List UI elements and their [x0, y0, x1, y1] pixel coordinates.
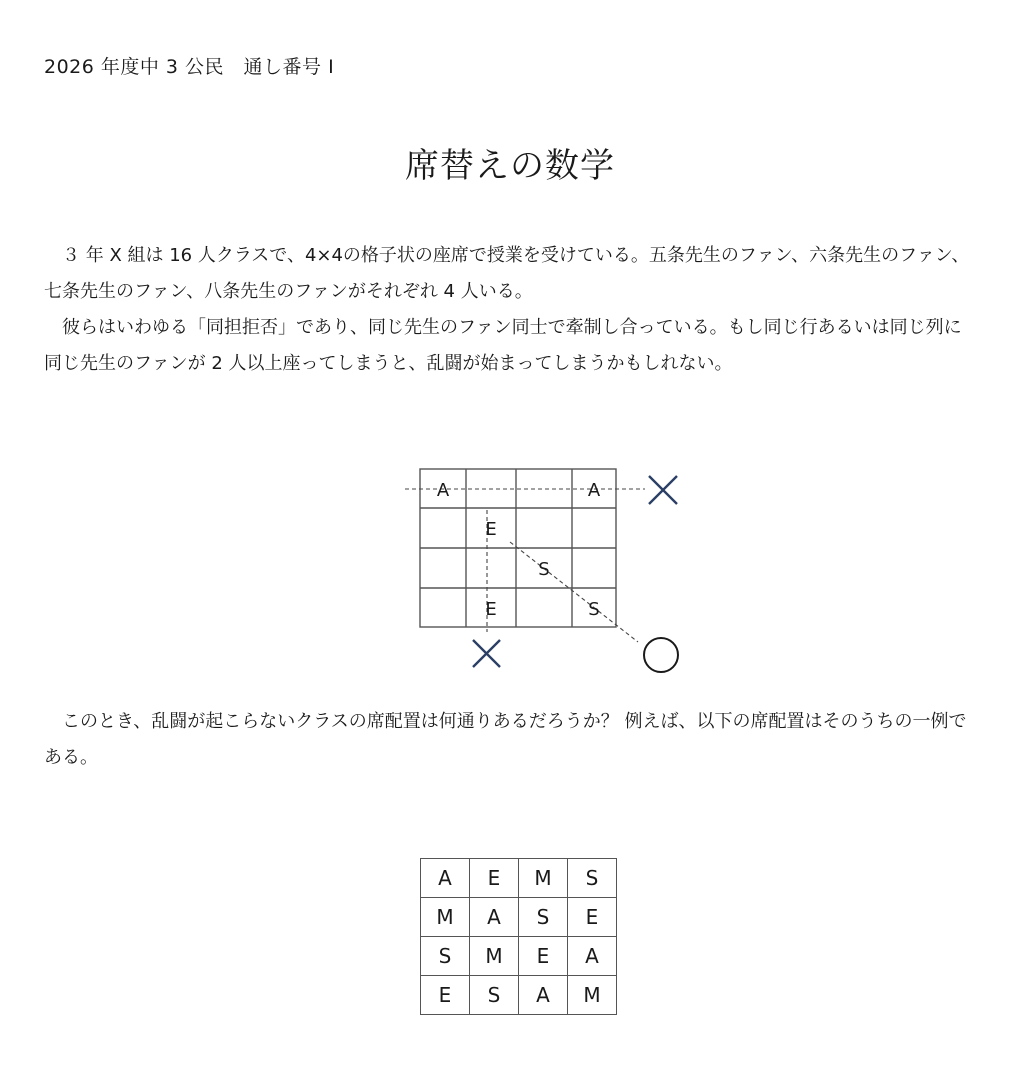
- document-header: 2026 年度中 3 公民 通し番号 I: [44, 56, 335, 78]
- diagram-cell-letter: E: [485, 599, 497, 620]
- example-cell: M: [568, 976, 617, 1015]
- example-row: [421, 859, 617, 898]
- example-cell: E: [470, 859, 519, 898]
- example-cell: E: [421, 976, 470, 1015]
- diagram-cell-letter: E: [485, 519, 497, 540]
- example-cell: E: [568, 898, 617, 937]
- paragraph-question: このとき、乱闘が起こらないクラスの席配置は何通りあるだろうか？ 例えば、以下の席配置はそのうちの一例である。: [44, 711, 967, 768]
- example-cell: S: [470, 976, 519, 1015]
- paragraph-rule-text: 彼らはいわゆる「同担拒否」であり、同じ先生のファン同士で牽制し合っている。もし同じ行あるいは同じ列に同じ先生のファンが 2 人以上座ってしまうと、乱闘が始まってしまうかもしれない。: [44, 317, 962, 374]
- example-cell: A: [568, 937, 617, 976]
- example-cell: A: [421, 859, 470, 898]
- row-conflict-mark: [649, 476, 677, 504]
- example-cell: M: [470, 937, 519, 976]
- diagram-letters: [437, 480, 601, 620]
- diagram-cell-letter: A: [587, 480, 601, 501]
- example-cell: S: [568, 859, 617, 898]
- example-cell: M: [421, 898, 470, 937]
- example-cell: A: [470, 898, 519, 937]
- conflict-diagram: [395, 462, 695, 677]
- diagonal-ok-mark: [644, 638, 678, 672]
- example-row: [421, 898, 617, 937]
- example-row: [421, 937, 617, 976]
- paragraph-intro: [44, 238, 974, 382]
- example-cell: S: [519, 898, 568, 937]
- example-cell: M: [519, 859, 568, 898]
- example-cell: S: [421, 937, 470, 976]
- example-cell: A: [519, 976, 568, 1015]
- paragraph-intro-text: ３ 年 X 組は 16 人クラスで、4×4の格子状の座席で授業を受けている。五条先生のファン、六条先生のファン、七条先生のファン、八条先生のファンがそれぞれ 4 人いる。: [44, 245, 970, 302]
- example-seating-grid: [420, 858, 617, 1015]
- diagram-cell-letter: S: [538, 559, 550, 580]
- diagram-cell-letter: S: [588, 599, 600, 620]
- example-row: [421, 976, 617, 1015]
- diagram-cell-letter: A: [436, 480, 450, 501]
- column-conflict-mark: [473, 640, 500, 667]
- page-title: 席替えの数学: [405, 146, 615, 186]
- example-cell: E: [519, 937, 568, 976]
